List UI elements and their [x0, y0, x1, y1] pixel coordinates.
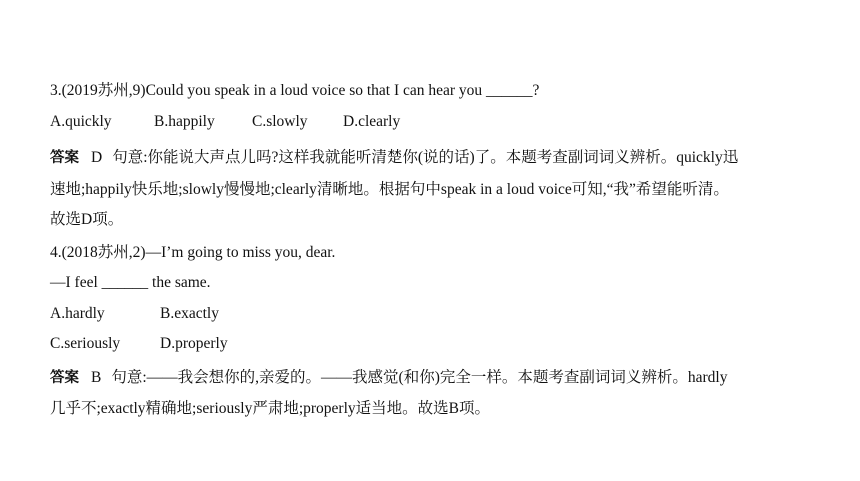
answer-letter: D [91, 149, 103, 166]
question-4-answer [50, 368, 727, 388]
answer-label: 答案 [50, 150, 79, 166]
question-4-option-a: A.hardly [50, 305, 105, 322]
question-4-option-b: B.exactly [160, 305, 219, 322]
explanation-line: 句意:——我会想你的,亲爱的。——我感觉(和你)完全一样。本题考查副词词义辨析。hardly [111, 369, 728, 386]
question-4-option-d: D.properly [160, 335, 228, 352]
explanation-line: 句意:你能说大声点儿吗?这样我就能听清楚你(说的话)了。本题考查副词词义辨析。quickly迅 [112, 149, 739, 166]
question-3-explanation-line-3: 故选D项。 [50, 211, 124, 228]
question-3-answer [50, 148, 738, 168]
question-3-explanation-line-2: 速地;happily快乐地;slowly慢慢地;clearly清晰地。根据句中speak in a loud voice可知,“我”希望能听清。 [50, 181, 729, 198]
question-4-stem-line-2: —I feel ______ the same. [50, 274, 211, 291]
question-4-explanation-line-2: 几乎不;exactly精确地;seriously严肃地;properly适当地。故选B项。 [50, 400, 490, 417]
question-4-stem-line-1: 4.(2018苏州,2)—I’m going to miss you, dear. [50, 244, 336, 261]
question-3-option-d: D.clearly [343, 113, 401, 130]
question-3-option-b: B.happily [154, 113, 215, 130]
question-4-option-c: C.seriously [50, 335, 121, 352]
answer-letter: B [91, 369, 102, 386]
question-3-option-c: C.slowly [252, 113, 308, 130]
question-3-stem: 3.(2019苏州,9)Could you speak in a loud voice so that I can hear you ______? [50, 82, 540, 99]
question-3-option-a: A.quickly [50, 113, 112, 130]
answer-label: 答案 [50, 370, 79, 386]
